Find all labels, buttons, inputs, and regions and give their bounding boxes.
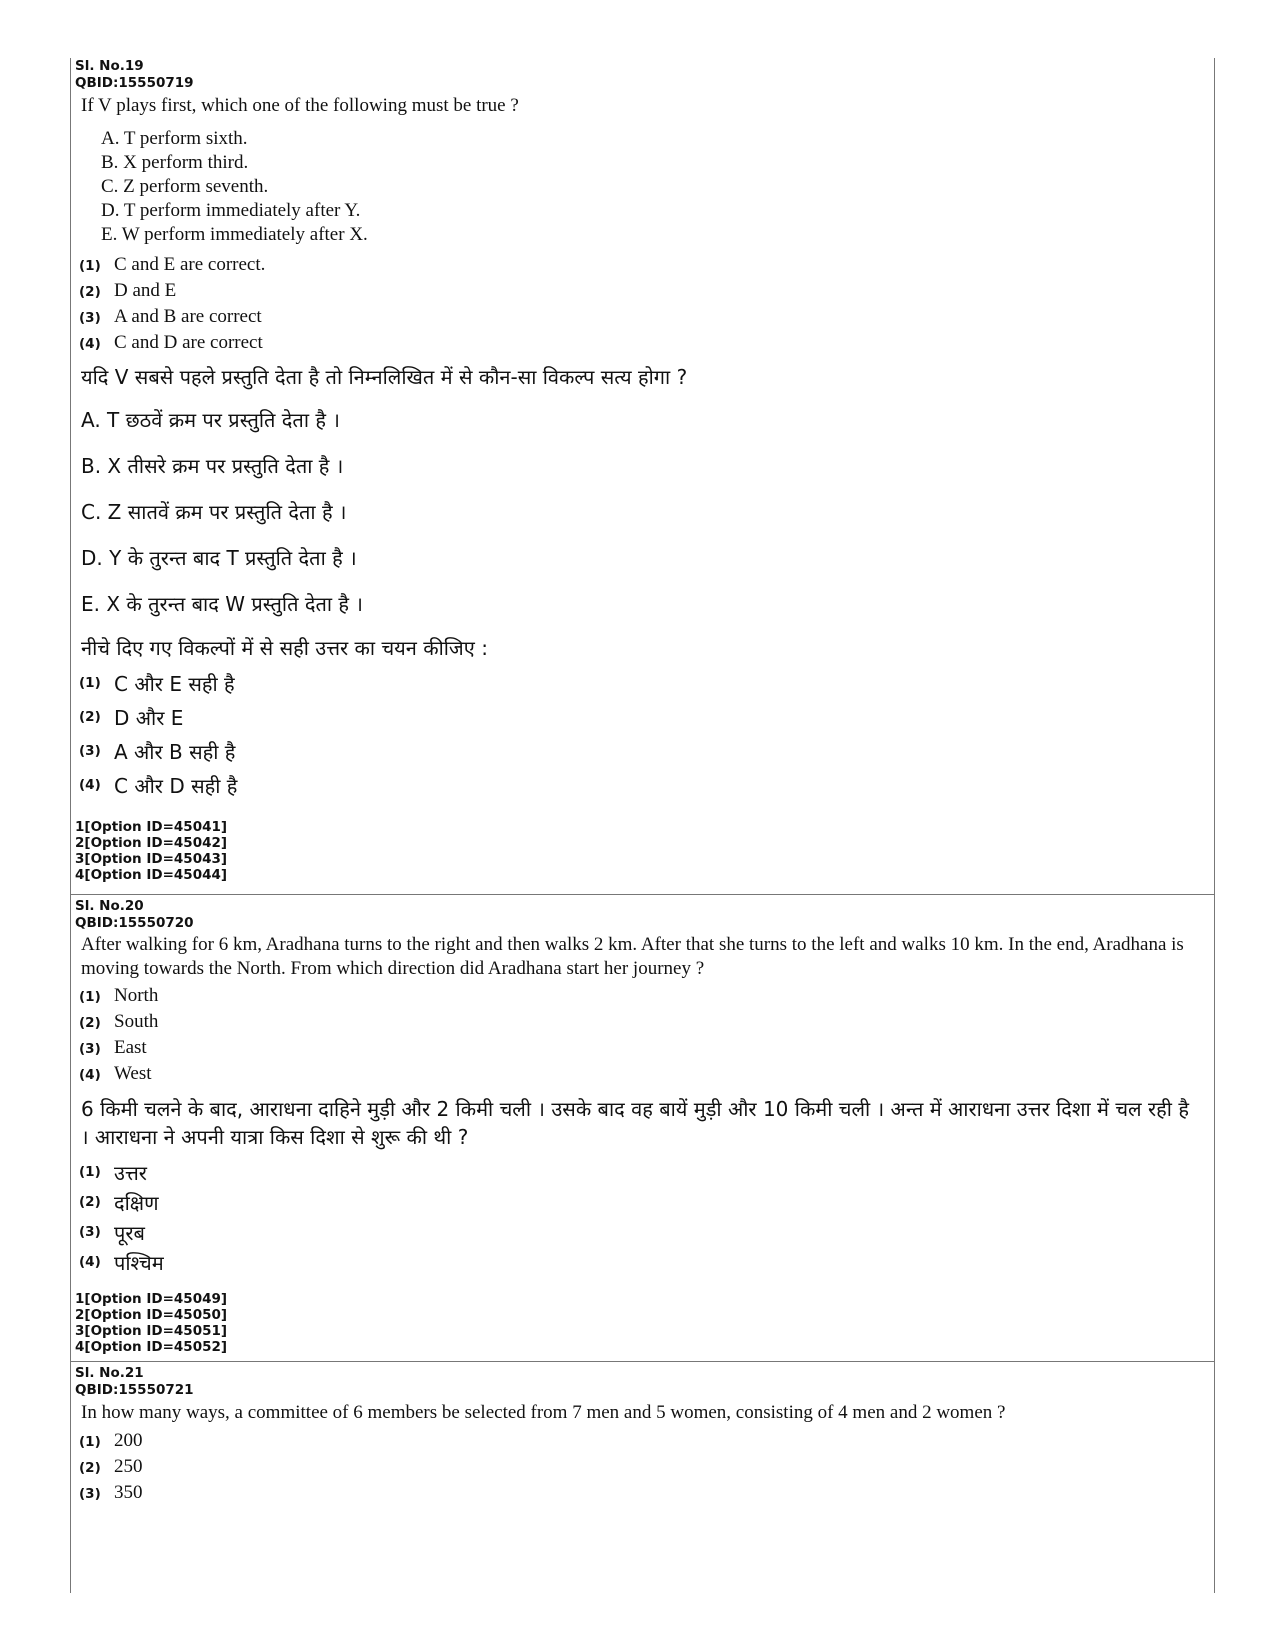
option-number: (3) <box>79 1486 101 1502</box>
option-text: North <box>114 985 159 1006</box>
option-list-en <box>71 254 1214 358</box>
option-number: (4) <box>79 336 101 352</box>
option-number: (1) <box>79 989 101 1005</box>
statement-en: E. W perform immediately after X. <box>101 224 368 245</box>
option-number: (2) <box>79 1460 101 1476</box>
statement-hi: D. Y के तुरन्त बाद T प्रस्तुति देता है । <box>81 546 357 570</box>
option-text: उत्तर <box>114 1160 147 1185</box>
option-id: 4[Option ID=45044] <box>75 867 228 883</box>
statement-hi: B. X तीसरे क्रम पर प्रस्तुति देता है । <box>81 454 344 478</box>
option-id: 3[Option ID=45043] <box>75 851 228 867</box>
option-number: (3) <box>79 1224 101 1240</box>
option-list-en <box>71 985 1214 1089</box>
option-hi <box>71 700 1214 734</box>
option-text: 250 <box>114 1456 143 1477</box>
option-en <box>71 1063 1214 1089</box>
question-stem-en: After walking for 6 km, Aradhana turns to the right and then walks 2 km. After that she turns to the left and walks 10 km. In the end, Aradhana is moving towards the North. From which direction did Aradhana start her journey ? <box>81 934 1184 979</box>
question-19 <box>71 58 1214 883</box>
statement-en: D. T perform immediately after Y. <box>101 200 361 221</box>
option-en <box>71 1011 1214 1037</box>
option-id: 4[Option ID=45052] <box>75 1339 228 1355</box>
qbid: QBID:15550720 <box>75 915 194 931</box>
option-hi <box>71 1187 1214 1217</box>
option-list-hi <box>71 666 1214 802</box>
statement-en: A. T perform sixth. <box>101 128 248 149</box>
question-stem-en: If V plays first, which one of the following must be true ? <box>81 95 519 116</box>
question-21 <box>71 1365 1214 1508</box>
option-text: C and E are correct. <box>114 254 266 275</box>
option-hi <box>71 1217 1214 1247</box>
option-number: (2) <box>79 284 101 300</box>
option-text: 350 <box>114 1482 143 1503</box>
option-text: दक्षिण <box>114 1190 159 1215</box>
question-20 <box>71 898 1214 1355</box>
option-text: 200 <box>114 1430 143 1451</box>
option-number: (4) <box>79 777 101 793</box>
option-text: A और B सही है <box>114 739 236 764</box>
option-en <box>71 280 1214 306</box>
option-number: (1) <box>79 258 101 274</box>
option-list-hi <box>71 1157 1214 1277</box>
serial-number: Sl. No.20 <box>75 898 144 914</box>
option-text: A and B are correct <box>114 306 262 327</box>
option-text: East <box>114 1037 147 1058</box>
option-hi <box>71 734 1214 768</box>
statement-hi: E. X के तुरन्त बाद W प्रस्तुति देता है । <box>81 592 363 616</box>
option-hi <box>71 666 1214 700</box>
statement-list-en <box>71 127 1214 247</box>
serial-number: Sl. No.21 <box>75 1365 144 1381</box>
option-hi <box>71 1247 1214 1277</box>
question-divider <box>71 894 1214 895</box>
option-id-list <box>71 1291 1214 1355</box>
option-text: पूरब <box>114 1220 145 1245</box>
question-sheet <box>70 58 1215 1593</box>
option-id: 1[Option ID=45041] <box>75 819 228 835</box>
option-number: (2) <box>79 709 101 725</box>
option-id: 2[Option ID=45050] <box>75 1307 228 1323</box>
option-number: (2) <box>79 1015 101 1031</box>
option-id: 2[Option ID=45042] <box>75 835 228 851</box>
option-text: West <box>114 1063 152 1084</box>
option-number: (3) <box>79 743 101 759</box>
option-id: 1[Option ID=45049] <box>75 1291 228 1307</box>
option-text: C and D are correct <box>114 332 263 353</box>
statement-hi: C. Z सातवें क्रम पर प्रस्तुति देता है । <box>81 500 347 524</box>
option-text: C और E सही है <box>114 671 235 696</box>
qbid: QBID:15550721 <box>75 1382 194 1398</box>
option-number: (1) <box>79 1164 101 1180</box>
question-stem-hi: 6 किमी चलने के बाद, आराधना दाहिने मुड़ी और 2 किमी चली । उसके बाद वह बायें मुड़ी और 10 किमी चली । अन्त में आराधना उत्तर दिशा में चल रही है । आराधना ने अपनी यात्रा किस दिशा से शुरू की थी ? <box>81 1097 1189 1149</box>
option-id: 3[Option ID=45051] <box>75 1323 228 1339</box>
option-hi <box>71 768 1214 802</box>
option-en <box>71 1430 1214 1456</box>
statement-en: B. X perform third. <box>101 152 249 173</box>
question-stem-en: In how many ways, a committee of 6 members be selected from 7 men and 5 women, consisting of 4 men and 2 women ? <box>81 1402 1006 1423</box>
option-text: South <box>114 1011 159 1032</box>
option-list-en <box>71 1430 1214 1508</box>
option-hi <box>71 1157 1214 1187</box>
instruction-hi: नीचे दिए गए विकल्पों में से सही उत्तर का चयन कीजिए : <box>81 636 488 660</box>
option-en <box>71 1037 1214 1063</box>
option-text: D और E <box>114 705 184 730</box>
option-text: C और D सही है <box>114 773 238 798</box>
option-number: (4) <box>79 1067 101 1083</box>
option-en <box>71 332 1214 358</box>
option-en <box>71 1482 1214 1508</box>
option-en <box>71 254 1214 280</box>
option-en <box>71 985 1214 1011</box>
option-number: (1) <box>79 1434 101 1450</box>
qbid: QBID:15550719 <box>75 75 194 91</box>
option-number: (3) <box>79 1041 101 1057</box>
question-divider <box>71 1361 1214 1362</box>
serial-number: Sl. No.19 <box>75 58 144 74</box>
option-text: पश्चिम <box>114 1250 164 1275</box>
option-text: D and E <box>114 280 177 301</box>
option-number: (1) <box>79 675 101 691</box>
option-number: (3) <box>79 310 101 326</box>
question-stem-hi: यदि V सबसे पहले प्रस्तुति देता है तो निम्नलिखित में से कौन-सा विकल्प सत्य होगा ? <box>81 365 688 389</box>
option-en <box>71 306 1214 332</box>
statement-list-hi <box>71 400 1214 630</box>
option-number: (2) <box>79 1194 101 1210</box>
option-en <box>71 1456 1214 1482</box>
statement-en: C. Z perform seventh. <box>101 176 269 197</box>
option-number: (4) <box>79 1254 101 1270</box>
statement-hi: A. T छठवें क्रम पर प्रस्तुति देता है । <box>81 408 340 432</box>
option-id-list <box>71 819 1214 883</box>
